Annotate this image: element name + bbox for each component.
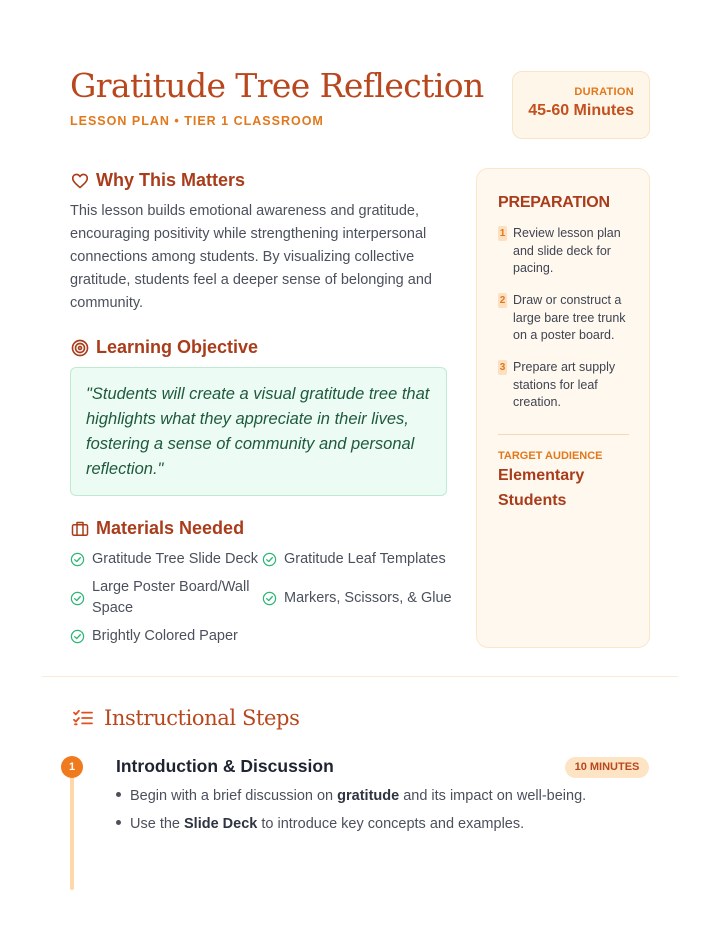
objective-text: "Students will create a visual gratitude tree that highlights what they appreciate in their lives, fostering a sense of community and personal reflection." <box>86 385 430 478</box>
material-label: Gratitude Tree Slide Deck <box>92 551 259 567</box>
prep-step-text: Prepare art supply stations for leaf creation. <box>513 360 616 409</box>
bullet-text-pre: Use the <box>130 816 184 832</box>
materials-heading: Materials Needed <box>96 518 245 538</box>
prep-step-number: 2 <box>499 295 506 306</box>
prep-step-number: 3 <box>499 362 506 373</box>
bullet-text-pre: Begin with a brief discussion on <box>130 788 338 804</box>
bullet-text-post: to introduce key concepts and examples. <box>257 816 525 832</box>
material-item <box>262 549 446 570</box>
objective-section-heading <box>70 337 258 358</box>
materials-section-heading <box>70 518 244 539</box>
instructional-heading: Instructional Steps <box>104 706 300 730</box>
objective-box <box>70 367 447 496</box>
material-item <box>70 626 238 647</box>
material-label: Gratitude Leaf Templates <box>284 551 446 567</box>
page-subtitle: LESSON PLAN • TIER 1 CLASSROOM <box>70 114 324 128</box>
prep-step <box>498 292 635 345</box>
material-label: Large Poster Board/Wall Space <box>92 579 250 616</box>
prep-step-text: Draw or construct a large bare tree trunk on a poster board. <box>513 293 626 342</box>
step-bullet <box>116 788 586 804</box>
bullet-text-bold: Slide Deck <box>184 816 258 832</box>
duration-label: DURATION <box>574 86 634 98</box>
timeline-line <box>70 775 74 890</box>
step-title: Introduction & Discussion <box>116 756 334 776</box>
material-item <box>70 577 260 619</box>
step-duration-badge: 10 MINUTES <box>565 757 649 778</box>
preparation-card <box>476 168 650 648</box>
bullet-text-bold: gratitude <box>337 788 400 804</box>
check-circle-icon <box>70 552 85 567</box>
bullet-dot <box>116 820 121 825</box>
checklist-icon <box>72 709 94 727</box>
instructional-section-heading <box>72 706 299 730</box>
prep-step-number: 1 <box>499 228 506 239</box>
why-text: This lesson builds emotional awareness and gratitude, encouraging positivity while strengthening interpersonal connections among students. By visualizing collective gratitude, students feel a deeper sense of belonging and community. <box>70 203 432 311</box>
step-bullet <box>116 816 524 832</box>
objective-heading: Learning Objective <box>96 337 259 357</box>
material-item <box>262 588 452 609</box>
target-audience-value: Elementary Students <box>498 467 585 509</box>
material-label: Brightly Colored Paper <box>92 628 238 644</box>
section-divider <box>42 676 678 677</box>
page-title: Gratitude Tree Reflection <box>70 66 484 105</box>
material-item <box>70 549 258 570</box>
prep-step-text: Review lesson plan and slide deck for pacing. <box>513 226 621 275</box>
why-section-heading <box>70 170 245 191</box>
briefcase-icon <box>70 519 90 539</box>
duration-value: 45-60 Minutes <box>528 102 634 119</box>
target-icon <box>70 338 90 358</box>
divider <box>498 434 629 435</box>
bullet-dot <box>116 792 121 797</box>
check-circle-icon <box>70 591 85 606</box>
heart-icon <box>70 171 90 191</box>
target-audience-label: TARGET AUDIENCE <box>498 450 603 462</box>
preparation-heading: PREPARATION <box>498 194 610 211</box>
check-circle-icon <box>262 591 277 606</box>
check-circle-icon <box>262 552 277 567</box>
step-number-badge: 1 <box>61 756 83 778</box>
check-circle-icon <box>70 629 85 644</box>
prep-step <box>498 225 635 278</box>
prep-step <box>498 359 635 412</box>
duration-card <box>512 71 650 139</box>
bullet-text-post: and its impact on well-being. <box>399 788 587 804</box>
why-heading: Why This Matters <box>96 170 246 190</box>
material-label: Markers, Scissors, & Glue <box>284 590 452 606</box>
